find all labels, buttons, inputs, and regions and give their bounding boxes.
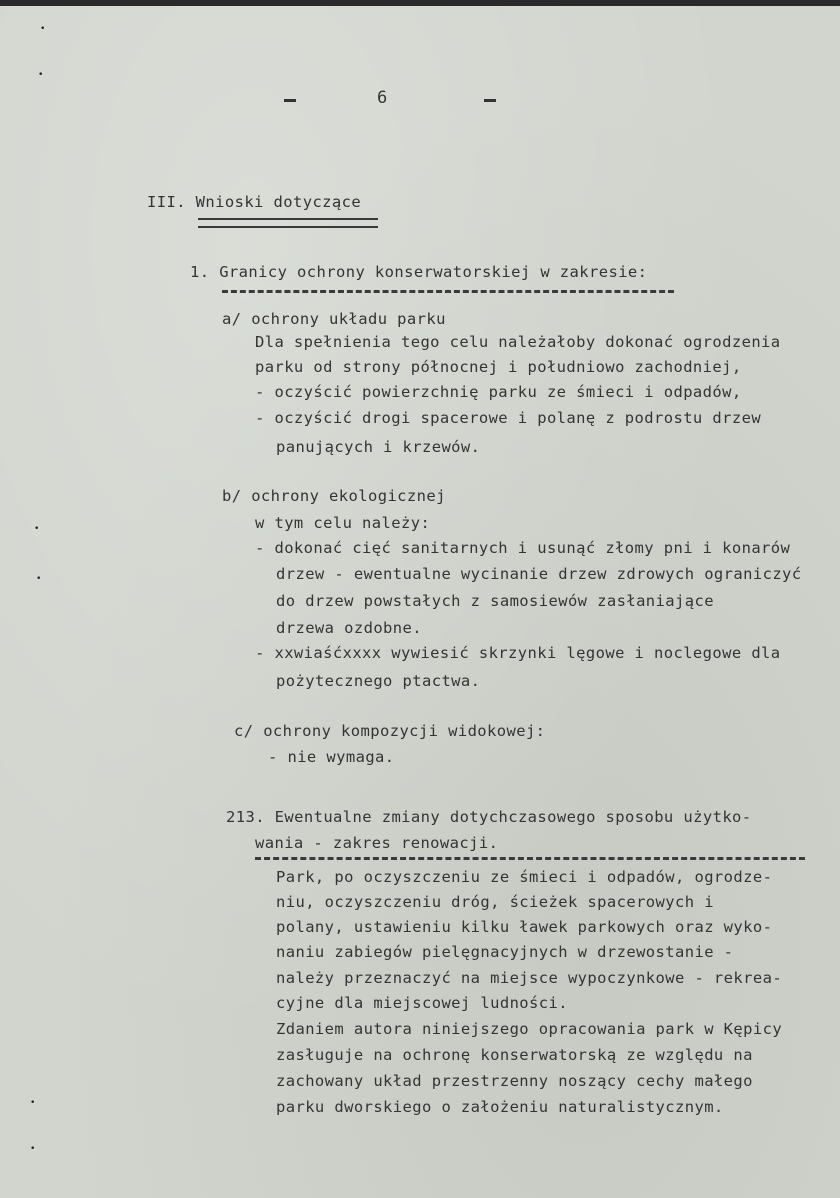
section-heading: III. Wnioski dotyczące (147, 193, 362, 211)
section2-line: Zdaniem autora niniejszego opracowania park w Kępicy (276, 1020, 783, 1038)
subsection-a-line: panujących i krzewów. (276, 438, 481, 456)
scan-mark: • (36, 574, 42, 584)
section2-line: zachowany układ przestrzenny noszący cechy małego (276, 1072, 753, 1090)
section2-title-line2: wania - zakres renowacji. (255, 834, 499, 852)
subsection-a-line: parku od strony północnej i południowo zachodniej, (255, 358, 742, 376)
section2-line: zasługuje na ochronę konserwatorską ze względu na (276, 1046, 753, 1064)
section2-line: cyjne dla miejscowej ludności. (276, 994, 568, 1012)
section2-line: naniu zabiegów pielęgnacyjnych w drzewostanie - (276, 943, 734, 961)
section1-underline (222, 290, 674, 293)
subsection-b-label: b/ ochrony ekologicznej (222, 487, 446, 505)
scan-mark: • (34, 524, 40, 534)
scan-mark: • (38, 70, 44, 80)
subsection-a-line: Dla spełnienia tego celu należałoby dokonać ogrodzenia (255, 333, 781, 351)
subsection-b-line: w tym celu należy: (255, 514, 431, 532)
section1-title: 1. Granicy ochrony konserwatorskiej w zakresie: (190, 263, 648, 281)
section2-line: niu, oczyszczeniu dróg, ścieżek spacerowych i (276, 893, 714, 911)
subsection-b-line: pożytecznego ptactwa. (276, 672, 481, 690)
subsection-a-line: - oczyścić drogi spacerowe i polanę z podrostu drzew (255, 409, 762, 427)
section2-line: parku dworskiego o założeniu naturalistycznym. (276, 1098, 724, 1116)
page-number-dash-right (484, 99, 496, 102)
scan-edge (0, 0, 840, 6)
subsection-b-line: drzewa ozdobne. (276, 619, 422, 637)
section2-line: Park, po oczyszczeniu ze śmieci i odpadów, ogrodze- (276, 868, 773, 886)
section2-underline (255, 857, 805, 860)
subsection-c-line: - nie wymaga. (268, 748, 395, 766)
subsection-a-line: - oczyścić powierzchnię parku ze śmieci i odpadów, (255, 383, 742, 401)
subsection-b-line: do drzew powstałych z samosiewów zasłaniające (276, 592, 714, 610)
subsection-a-label: a/ ochrony układu parku (222, 310, 446, 328)
section2-line: należy przeznaczyć na miejsce wypoczynkowe - rekrea- (276, 969, 783, 987)
subsection-b-line: - dokonać cięć sanitarnych i usunąć złomy pni i konarów (255, 539, 791, 557)
scan-mark: • (30, 1098, 36, 1108)
subsection-b-line: - xxwiaśćxxxx wywiesić skrzynki lęgowe i noclegowe dla (255, 644, 781, 662)
section2-title-line1: 213. Ewentualne zmiany dotychczasowego sposobu użytko- (226, 808, 752, 826)
scan-mark: • (30, 1144, 36, 1154)
heading-underline (198, 218, 378, 228)
subsection-b-line: drzew - ewentualne wycinanie drzew zdrowych ograniczyć (276, 565, 802, 583)
subsection-c-label: c/ ochrony kompozycji widokowej: (234, 722, 546, 740)
page-number: 6 (377, 88, 388, 108)
scan-mark: • (40, 24, 46, 34)
section2-line: polany, ustawieniu kilku ławek parkowych oraz wyko- (276, 918, 773, 936)
page-number-dash-left (284, 99, 296, 102)
